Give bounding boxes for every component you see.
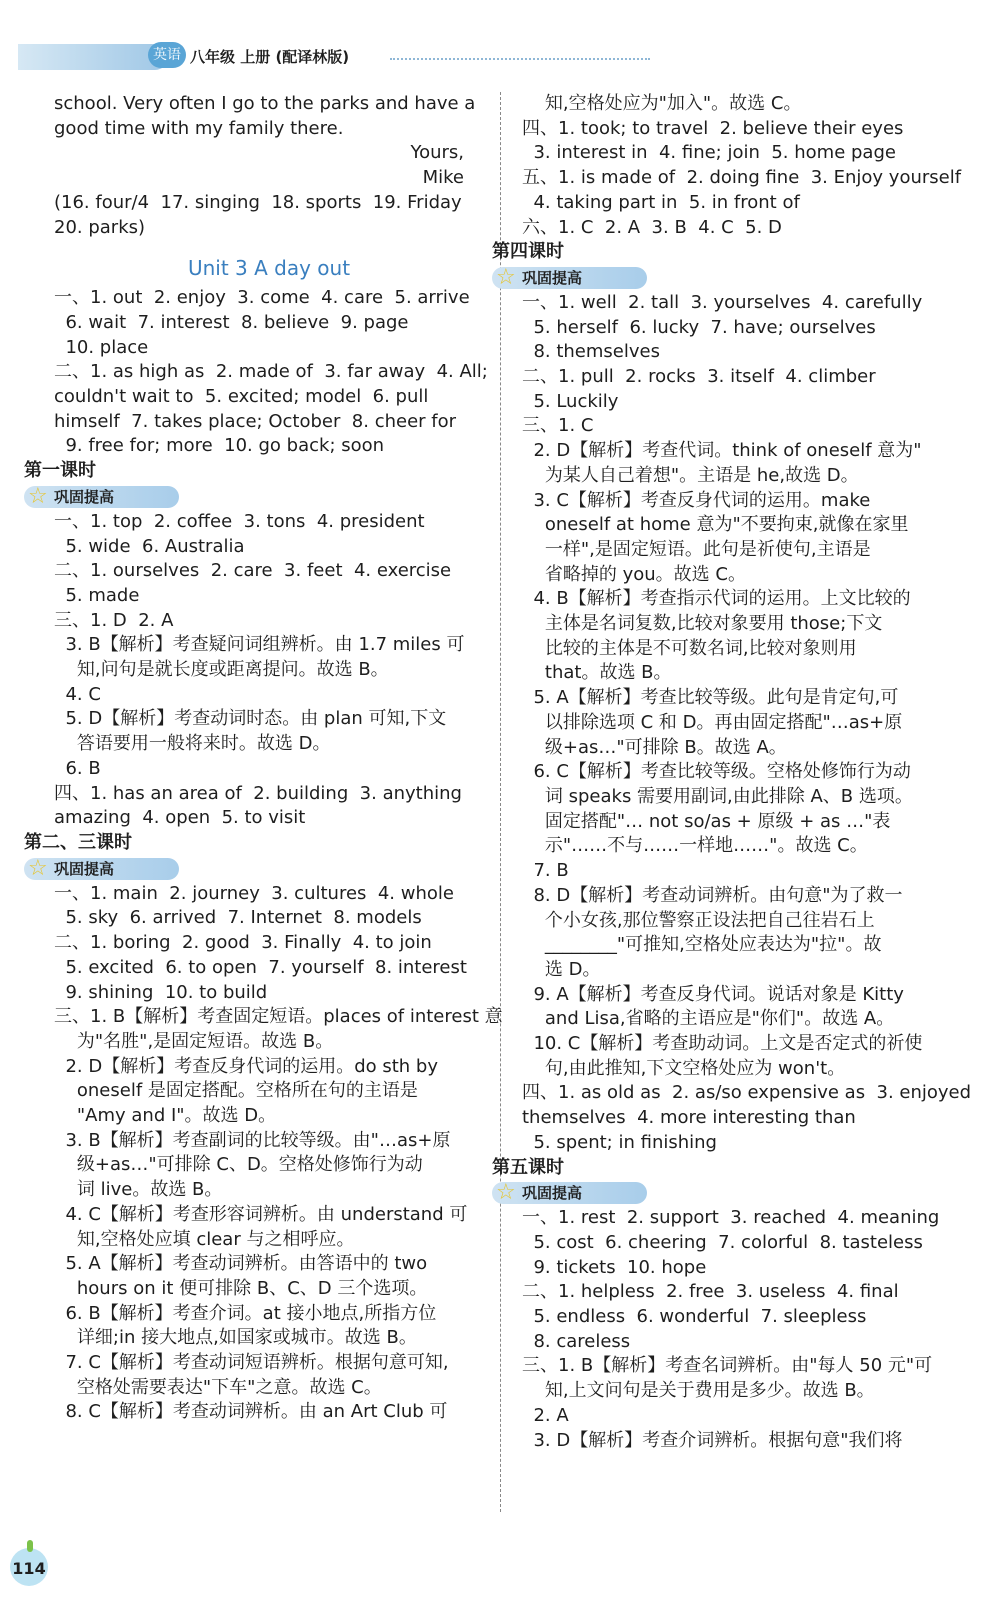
answer-line: 二、1. boring 2. good 3. Finally 4. to join (54, 932, 432, 954)
lesson-heading: 第一课时 (24, 460, 96, 482)
letter-signature: Mike (422, 167, 464, 189)
page-number-badge (10, 1548, 48, 1586)
answer-line: 一、1. out 2. enjoy 3. come 4. care 5. arrive (54, 287, 470, 309)
section-banner-label: 巩固提高 (54, 487, 115, 506)
page-number: 114 (12, 1559, 46, 1578)
answer-line: ________"可推知,空格处应表达为"拉"。故 (522, 934, 882, 956)
answer-line: oneself at home 意为"不要拘束,就像在家里 (522, 514, 909, 536)
answer-line: 10. place (54, 336, 149, 358)
answer-line: 7. C【解析】考查动词短语辨析。根据句意可知, (54, 1352, 449, 1374)
answer-line: 选 D。 (522, 958, 601, 980)
answer-line: 5. excited 6. to open 7. yourself 8. interest (54, 956, 467, 978)
answer-line: 5. made (54, 584, 140, 606)
letter-signature: Yours, (410, 142, 464, 164)
answer-line: 8. D【解析】考查动词辨析。由句意"为了救一 (522, 884, 903, 906)
answer-line: 3. C【解析】考查反身代词的运用。make (522, 489, 871, 511)
answer-line: 三、1. C (522, 415, 594, 437)
answer-line: school. Very often I go to the parks and have a (54, 93, 476, 114)
answer-line: 空格处需要表达"下车"之意。故选 C。 (54, 1376, 382, 1398)
answer-line: 一样",是固定短语。此句是祈使句,主语是 (522, 538, 871, 560)
section-banner (492, 1182, 647, 1204)
answer-line: 5. sky 6. arrived 7. Internet 8. models (54, 907, 422, 929)
section-banner (24, 855, 179, 881)
header-bar (18, 44, 168, 70)
answer-line: 知,问句是就长度或距离提问。故选 B。 (54, 659, 389, 681)
subject-badge: 英语 (148, 42, 186, 68)
answer-line: 5. cost 6. cheering 7. colorful 8. tasteless (522, 1231, 923, 1253)
answer-line: 2. A (522, 1404, 569, 1426)
star-icon: ☆ (496, 1180, 516, 1206)
answer-line: 以排除选项 C 和 D。再由固定搭配"…as+原 (522, 711, 903, 733)
answer-line: 5. A【解析】考查比较等级。此句是肯定句,可 (522, 687, 899, 709)
answer-line: 8. C【解析】考查动词辨析。由 an Art Club 可 (54, 1401, 448, 1423)
answer-line: 2. D【解析】考查反身代词的运用。do sth by (54, 1055, 439, 1077)
answer-line: 个小女孩,那位警察正设法把自己往岩石上 (522, 909, 875, 931)
answer-line: 比较的主体是不可数名词,比较对象则用 (522, 637, 857, 659)
answer-line: 级+as…"可排除 B。故选 A。 (522, 736, 787, 758)
answer-line: 3. D【解析】考查介词辨析。根据句意"我们将 (522, 1429, 903, 1451)
section-banner-label: 巩固提高 (522, 268, 583, 287)
answer-line: 2. D【解析】考查代词。think of oneself 意为" (522, 440, 922, 462)
star-icon: ☆ (496, 264, 516, 290)
answer-line: 六、1. C 2. A 3. B 4. C 5. D (522, 216, 782, 238)
answer-line: 4. C【解析】考查形容词辨析。由 understand 可 (54, 1203, 468, 1225)
section-banner (492, 264, 647, 290)
answer-line: and Lisa,省略的主语应是"你们"。故选 A。 (522, 1008, 895, 1030)
section-banner (24, 483, 179, 509)
answer-line: 一、1. main 2. journey 3. cultures 4. whole (54, 882, 454, 904)
column-divider (500, 92, 501, 1512)
answer-line: 4. B【解析】考查指示代词的运用。上文比较的 (522, 588, 911, 610)
answer-line: 为"名胜",是固定短语。故选 B。 (54, 1030, 334, 1052)
answer-line: himself 7. takes place; October 8. cheer for (54, 410, 457, 432)
answer-line: 二、1. pull 2. rocks 3. itself 4. climber (522, 366, 876, 388)
answer-line: 3. interest in 4. fine; join 5. home page (522, 142, 896, 164)
answer-line: good time with my family there. (54, 117, 344, 139)
lesson-heading: 第五课时 (492, 1156, 564, 1178)
unit-heading: Unit 3 A day out (187, 256, 351, 281)
answer-line: 9. free for; more 10. go back; soon (54, 435, 385, 457)
answer-line: 一、1. well 2. tall 3. yourselves 4. carefully (522, 291, 923, 313)
answer-line: 6. B【解析】考查介词。at 接小地点,所指方位 (54, 1302, 437, 1324)
star-icon: ☆ (28, 855, 48, 881)
answer-line: 词 live。故选 B。 (54, 1179, 223, 1201)
lesson-heading: 第四课时 (492, 241, 564, 263)
answer-line: 8. themselves (522, 341, 660, 363)
answer-line: 四、1. has an area of 2. building 3. anything (54, 782, 462, 804)
answer-line: 20. parks) (54, 216, 146, 238)
answer-line: 五、1. is made of 2. doing fine 3. Enjoy yourself (522, 167, 962, 189)
answer-line: 省略掉的 you。故选 C。 (522, 563, 746, 585)
answer-line: hours on it 便可排除 B、C、D 三个选项。 (54, 1277, 428, 1299)
answer-line: 9. tickets 10. hope (522, 1256, 707, 1278)
answer-line: 二、1. ourselves 2. care 3. feet 4. exercise (54, 560, 452, 582)
answer-line: 6. wait 7. interest 8. believe 9. page (54, 311, 409, 333)
answer-line: 四、1. as old as 2. as/so expensive as 3. enjoyed (522, 1082, 972, 1104)
answer-line: oneself 是固定搭配。空格所在句的主语是 (54, 1080, 418, 1102)
lesson-heading: 第二、三课时 (24, 831, 132, 853)
answer-line: 二、1. helpless 2. free 3. useless 4. final (522, 1281, 899, 1303)
answer-line: 5. herself 6. lucky 7. have; ourselves (522, 316, 876, 338)
book-title: 八年级 上册 (配译林版) (190, 48, 350, 66)
page-header (18, 36, 658, 76)
answer-line: 一、1. rest 2. support 3. reached 4. meaning (522, 1207, 940, 1229)
answer-line: 四、1. took; to travel 2. believe their eyes (522, 117, 904, 139)
answer-line: (16. four/4 17. singing 18. sports 19. Friday (54, 191, 462, 213)
answer-line: 4. taking part in 5. in front of (522, 191, 800, 213)
answer-line: amazing 4. open 5. to visit (54, 807, 306, 829)
answer-line: 8. careless (522, 1330, 631, 1352)
answer-line: 7. B (522, 860, 569, 882)
answer-line: 答语要用一般将来时。故选 D。 (54, 733, 331, 755)
answer-line: 5. endless 6. wonderful 7. sleepless (522, 1306, 867, 1328)
answer-line: that。故选 B。 (522, 662, 672, 684)
answer-line: 主体是名词复数,比较对象要用 those;下文 (522, 613, 883, 635)
answer-line: 9. shining 10. to build (54, 981, 268, 1003)
answer-line: 固定搭配"… not so/as + 原级 + as …"表 (522, 810, 891, 832)
answer-line: 4. C (54, 683, 101, 705)
answer-line: 5. Luckily (522, 390, 619, 412)
answer-line: 详细;in 接大地点,如国家或城市。故选 B。 (54, 1327, 417, 1349)
answer-line: 一、1. top 2. coffee 3. tons 4. president (54, 510, 425, 532)
answer-line: 词 speaks 需要用副词,由此排除 A、B 选项。 (522, 785, 913, 807)
answer-line: "Amy and I"。故选 D。 (54, 1105, 277, 1127)
answer-line: 级+as…"可排除 C、D。空格处修饰行为动 (54, 1154, 423, 1176)
answer-line: 10. C【解析】考查助动词。上文是否定式的祈使 (522, 1033, 923, 1055)
answer-line: themselves 4. more interesting than (522, 1107, 856, 1129)
answer-line: 3. B【解析】考查疑问词组辨析。由 1.7 miles 可 (54, 634, 465, 656)
answer-line: 知,空格处应为"加入"。故选 C。 (522, 93, 802, 114)
answer-line: 6. B (54, 757, 101, 779)
answer-line: 二、1. as high as 2. made of 3. far away 4. All; (54, 361, 488, 383)
right-column (492, 92, 982, 1453)
section-banner-label: 巩固提高 (54, 859, 115, 878)
answer-line: 9. A【解析】考查反身代词。说话对象是 Kitty (522, 983, 904, 1005)
answer-line: 知,上文问句是关于费用是多少。故选 B。 (522, 1380, 875, 1402)
header-dotted-line (390, 58, 650, 60)
answer-line: couldn't wait to 5. excited; model 6. pull (54, 386, 429, 408)
answer-line: 三、1. D 2. A (54, 609, 174, 631)
answer-line: 5. D【解析】考查动词时态。由 plan 可知,下文 (54, 708, 447, 730)
section-banner-label: 巩固提高 (522, 1184, 583, 1203)
answer-line: 句,由此推知,下文空格处应为 won't。 (522, 1057, 846, 1079)
star-icon: ☆ (28, 483, 48, 509)
answer-line: 3. B【解析】考查副词的比较等级。由"…as+原 (54, 1129, 451, 1151)
answer-line: 三、1. B【解析】考查固定短语。places of interest 意 (54, 1006, 503, 1028)
answer-line: 6. C【解析】考查比较等级。空格处修饰行为动 (522, 761, 911, 783)
leaf-icon (27, 1540, 33, 1552)
answer-line: 示"……不与……一样地……"。故选 C。 (522, 835, 868, 857)
answer-line: 知,空格处应填 clear 与之相呼应。 (54, 1228, 355, 1250)
answer-line: 三、1. B【解析】考查名词辨析。由"每人 50 元"可 (522, 1355, 933, 1377)
left-column (24, 92, 503, 1425)
answer-line: 5. spent; in finishing (522, 1131, 717, 1153)
answer-line: 5. wide 6. Australia (54, 535, 245, 557)
answer-line: 为某人自己着想"。主语是 he,故选 D。 (522, 464, 859, 486)
answer-line: 5. A【解析】考查动词辨析。由答语中的 two (54, 1253, 428, 1275)
